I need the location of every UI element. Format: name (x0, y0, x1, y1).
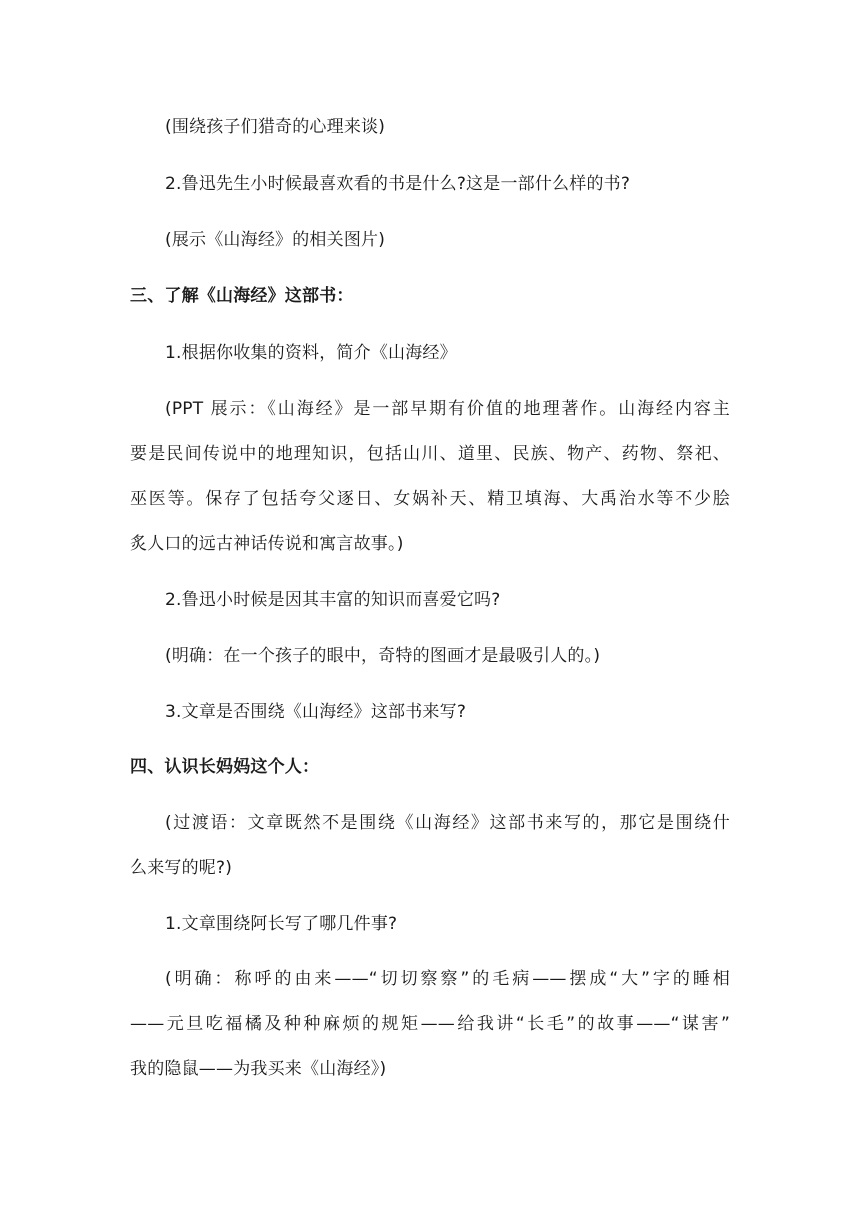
question-knowledge: 2.鲁迅小时候是因其丰富的知识而喜爱它吗? (165, 590, 501, 610)
item-introduce-book: 1.根据你收集的资料，简介《山海经》 (165, 343, 457, 363)
transition-line-2: 么来写的呢?) (130, 858, 233, 878)
answer-pictures: (明确：在一个孩子的眼中，奇特的图画才是最吸引人的。) (165, 646, 601, 666)
ppt-text-line-4: 炙人口的远古神话传说和寓言故事。) (130, 534, 404, 554)
note-curiosity: (围绕孩子们猎奇的心理来谈) (165, 117, 386, 137)
answer-events-line-3: 我的隐鼠——为我买来《山海经》) (130, 1059, 387, 1079)
section-heading-3: 三、了解《山海经》这部书： (130, 286, 354, 306)
answer-events-line-2: ——元旦吃福橘及种种麻烦的规矩——给我讲“长毛”的故事——“谋害” (130, 1014, 730, 1034)
ppt-text-line-3: 巫医等。保存了包括夸父逐日、女娲补天、精卫填海、大禹治水等不少脍 (130, 489, 730, 509)
ppt-text-line-1: (PPT 展示：《山海经》是一部早期有价值的地理著作。山海经内容主 (165, 399, 730, 419)
ppt-text-line-2: 要是民间传说中的地理知识，包括山川、道里、民族、物产、药物、祭祀、 (130, 444, 730, 464)
question-focus: 3.文章是否围绕《山海经》这部书来写? (165, 702, 467, 722)
section-heading-4: 四、认识长妈妈这个人： (130, 757, 320, 777)
answer-events-line-1: (明确：称呼的由来——“切切察察”的毛病——摆成“大”字的睡相 (165, 969, 730, 989)
note-show-images: (展示《山海经》的相关图片) (165, 230, 386, 250)
transition-line-1: (过渡语：文章既然不是围绕《山海经》这部书来写的，那它是围绕什 (165, 813, 730, 833)
question-events: 1.文章围绕阿长写了哪几件事? (165, 914, 398, 934)
question-favorite-book: 2.鲁迅先生小时候最喜欢看的书是什么?这是一部什么样的书? (165, 174, 631, 194)
